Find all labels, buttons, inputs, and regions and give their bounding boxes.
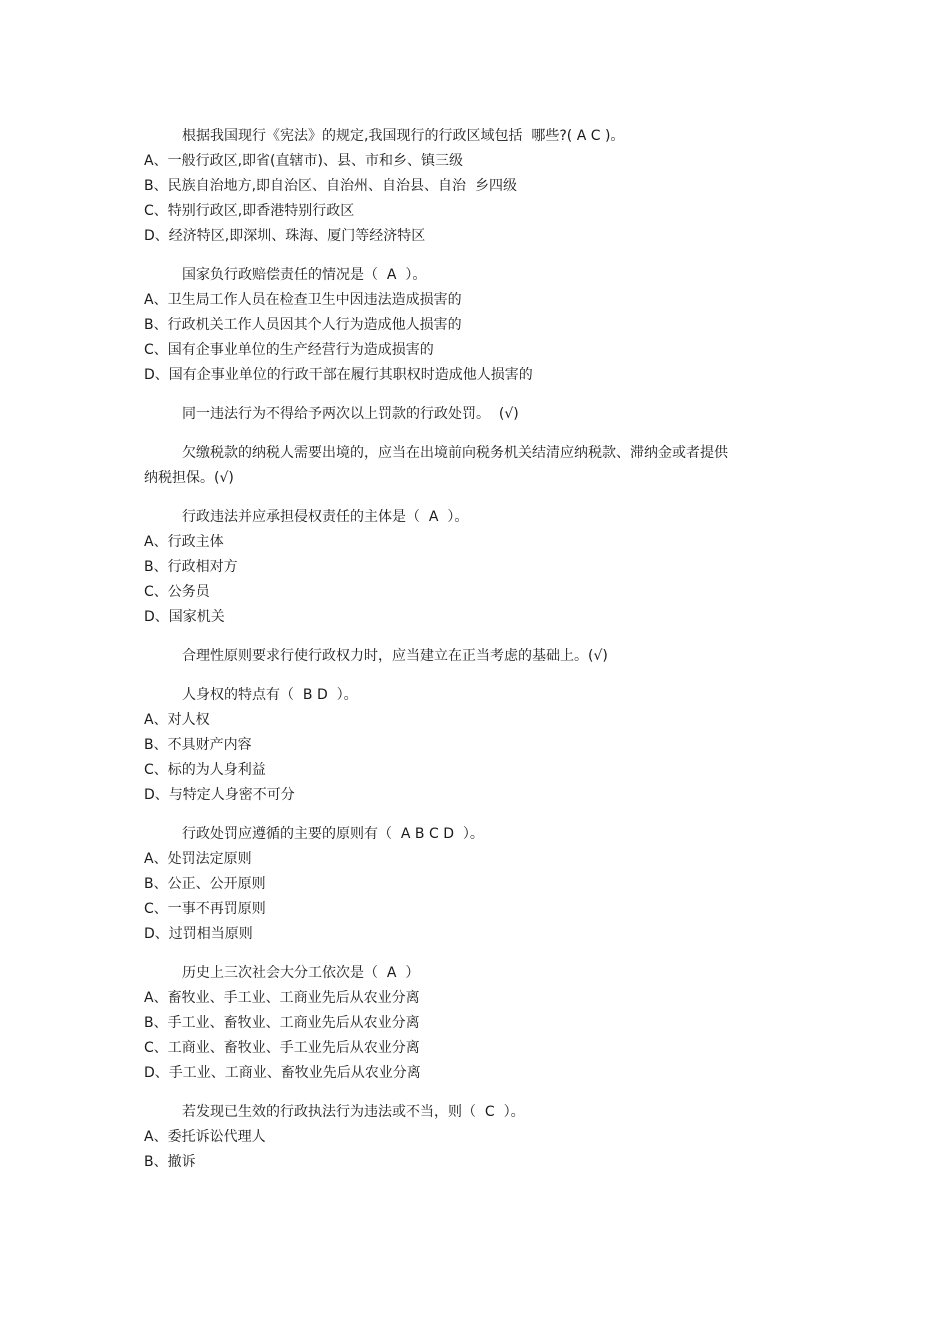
answer-option: A、委托诉讼代理人: [144, 1129, 266, 1145]
question-stem: 同一违法行为不得给予两次以上罚款的行政处罚。 (√): [182, 406, 519, 422]
answer-option: C、特别行政区,即香港特别行政区: [144, 203, 355, 219]
answer-option: C、一事不再罚原则: [144, 901, 266, 917]
answer-option: A、畜牧业、手工业、工商业先后从农业分离: [144, 990, 420, 1006]
answer-option: D、与特定人身密不可分: [144, 787, 295, 803]
question-stem: 行政处罚应遵循的主要的原则有（ A B C D ）。: [182, 826, 484, 842]
answer-option: D、国有企事业单位的行政干部在履行其职权时造成他人损害的: [144, 367, 533, 383]
answer-option: D、国家机关: [144, 609, 225, 625]
answer-option: C、国有企事业单位的生产经营行为造成损害的: [144, 342, 434, 358]
answer-option: B、行政机关工作人员因其个人行为造成他人损害的: [144, 317, 462, 333]
question-stem: 人身权的特点有（ B D ）。: [182, 687, 358, 703]
answer-option: B、民族自治地方,即自治区、自治州、自治县、自治 乡四级: [144, 178, 517, 194]
question-stem: 国家负行政赔偿责任的情况是（ A ）。: [182, 267, 427, 283]
question-stem: 根据我国现行《宪法》的规定,我国现行的行政区域包括 哪些?( A C )。: [182, 128, 625, 144]
answer-option: C、工商业、畜牧业、手工业先后从农业分离: [144, 1040, 420, 1056]
answer-option: A、对人权: [144, 712, 210, 728]
question-stem-continuation: 纳税担保。(√): [144, 470, 234, 486]
answer-option: B、手工业、畜牧业、工商业先后从农业分离: [144, 1015, 420, 1031]
question-stem: 若发现已生效的行政执法行为违法或不当，则（ C ）。: [182, 1104, 525, 1120]
answer-option: C、公务员: [144, 584, 210, 600]
answer-option: A、一般行政区,即省(直辖市)、县、市和乡、镇三级: [144, 153, 463, 169]
answer-option: D、经济特区,即深圳、珠海、厦门等经济特区: [144, 228, 426, 244]
answer-option: A、处罚法定原则: [144, 851, 252, 867]
question-stem: 历史上三次社会大分工依次是（ A ）: [182, 965, 420, 981]
question-stem: 合理性原则要求行使行政权力时，应当建立在正当考虑的基础上。(√): [182, 648, 608, 664]
answer-option: B、撤诉: [144, 1154, 196, 1170]
answer-option: D、过罚相当原则: [144, 926, 253, 942]
answer-option: B、公正、公开原则: [144, 876, 266, 892]
answer-option: D、手工业、工商业、畜牧业先后从农业分离: [144, 1065, 421, 1081]
answer-option: A、卫生局工作人员在检查卫生中因违法造成损害的: [144, 292, 462, 308]
answer-option: A、行政主体: [144, 534, 224, 550]
answer-option: B、行政相对方: [144, 559, 238, 575]
question-stem: 行政违法并应承担侵权责任的主体是（ A ）。: [182, 509, 469, 525]
answer-option: B、不具财产内容: [144, 737, 252, 753]
answer-option: C、标的为人身利益: [144, 762, 266, 778]
question-stem: 欠缴税款的纳税人需要出境的，应当在出境前向税务机关结清应纳税款、滞纳金或者提供: [182, 445, 728, 461]
